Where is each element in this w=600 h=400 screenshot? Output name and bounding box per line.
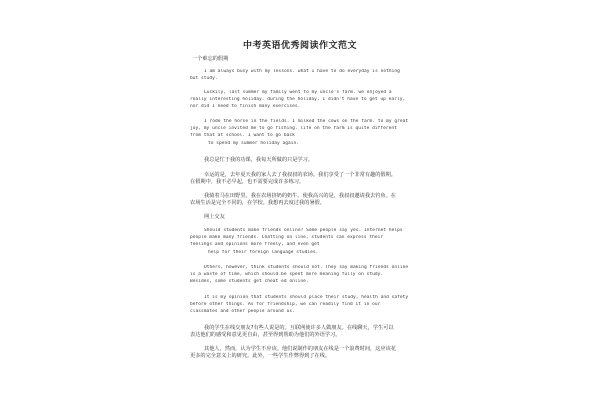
document-title: 中考英语优秀阅读作文范文: [242, 41, 357, 51]
section-heading: 一个难忘的假期: [192, 56, 229, 62]
text-line: really interesting holiday. during the holiday, I didn't have to get up early,: [190, 97, 406, 102]
text-line: It is my opinion that students should place their study, health and safety: [204, 295, 409, 300]
text-line: classmates and other people around us.: [190, 309, 295, 314]
text-line: I am always busy with my lessons. what I have to do everyday is nothing: [204, 69, 400, 74]
section-heading: 网上交友: [204, 214, 225, 220]
text-line: people make many friends. Chatting on line, students can express their: [190, 235, 384, 240]
text-line: 我的学生在线交朋友?有些人说是的。互联网使许多人做朋友。在线聊天，学生可以: [204, 325, 394, 331]
text-line: feelings and opinions more freely, and even get: [190, 242, 320, 247]
text-line: help for their foreign language studies.: [208, 250, 319, 255]
text-line: Luckily, last summer my family went to my uncle's farm. we enjoyed a: [204, 90, 392, 95]
text-line: from that at school. I want to go back: [190, 133, 295, 138]
text-line: I rode the horse in the fields. I milked the cows on the farm. to my great: [204, 119, 409, 124]
text-line: 幸运的是，去年夏天我的家人去了我叔叔的农场。我们享受了一个非常有趣的假期。: [204, 172, 396, 178]
text-line: but study.: [190, 76, 218, 81]
text-line: 表达他们的感受和意见更自由，甚至得到帮助为他们的外语学习。: [190, 332, 341, 338]
text-line: is a waste of time, which should be spent more meaning fully on study.: [190, 272, 384, 277]
text-line: to spend my summer holiday again.: [208, 141, 300, 146]
text-line: 其他人，然而，认为学生不应该。他们说制作的朋友在线是一个浪费时间，这应该花: [204, 346, 396, 352]
text-line: 农场生活是完全不同的，在学校。我想再去度过我的暑假。: [190, 200, 325, 206]
text-line: Others, however, think students should not. They say making friends online: [204, 265, 409, 270]
text-line: 我总是忙于我的功课，我每天所做的只是学习。: [204, 157, 313, 163]
text-line: joy, my uncle invited me to go fishing. life on the farm is quite different: [190, 126, 397, 131]
text-line: Besides, some students get cheat ed online.: [190, 279, 309, 284]
text-line: 在假期中，我不必早起，也不需要完成许多练习。: [190, 179, 305, 185]
text-line: 更多的完全意义上的研究。此外，一些学生作弊得到了在线。: [190, 353, 331, 359]
text-line: Should students make friends online? Some people say yes. Internet helps: [204, 228, 403, 233]
text-line: nor did I need to finish many exercises.: [190, 104, 301, 109]
text-line: 我骑着马在田野里。我在农场挤奶的奶牛。使我高兴的是，我叔叔邀请我去钓鱼。在: [204, 193, 396, 199]
text-line: before other things. As for friendship, we can readily find it in our: [190, 302, 381, 307]
